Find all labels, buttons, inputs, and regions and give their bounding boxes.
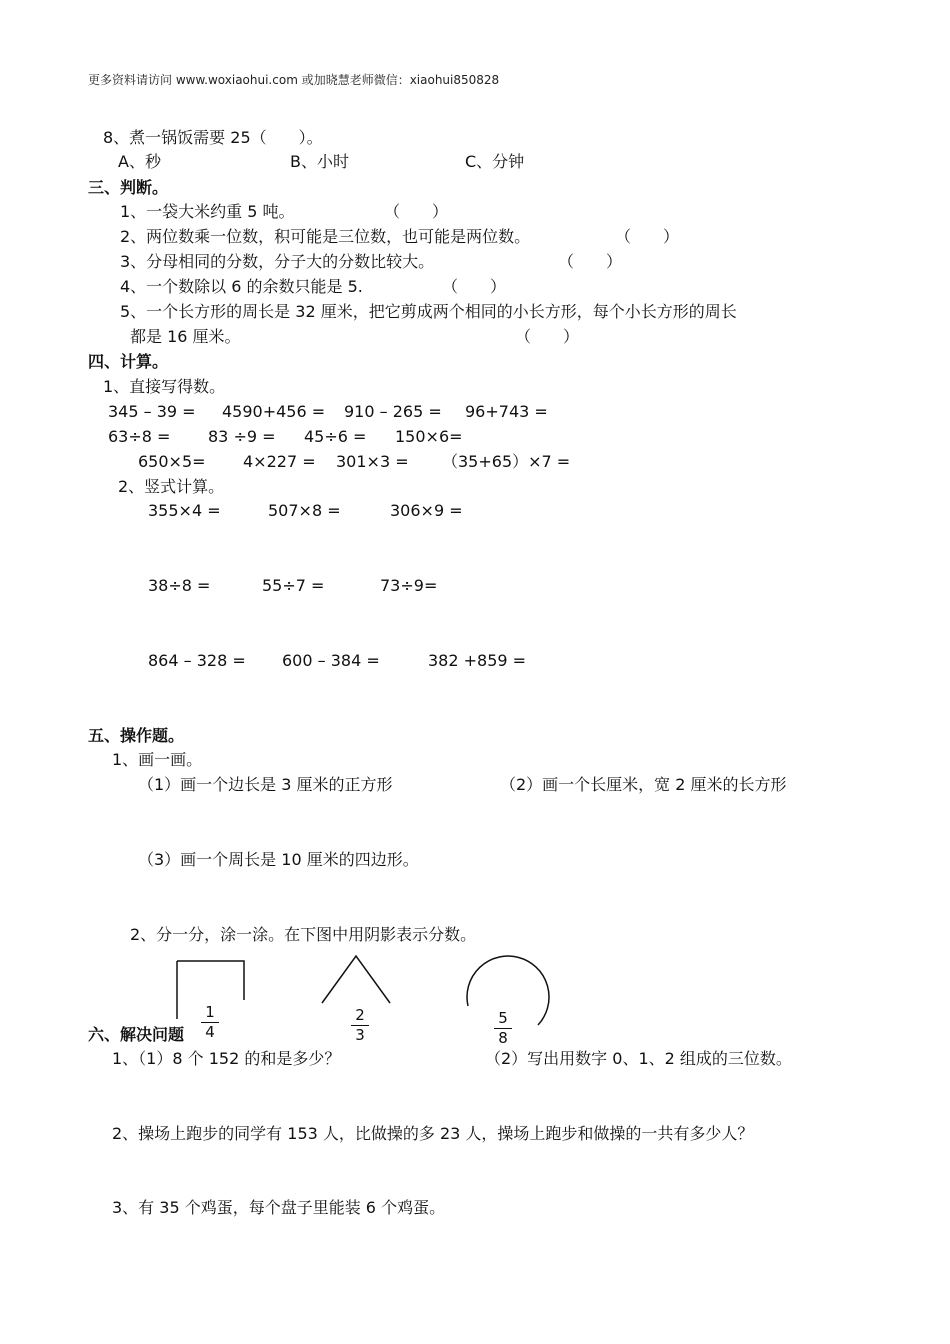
ops-p2: （2）画一个长厘米，宽 2 厘米的长方形 <box>500 775 787 794</box>
fraction-one-quarter <box>200 1004 220 1041</box>
q8-stem: 8、煮一锅饭需要 25（ ）。 <box>103 128 323 147</box>
calc-r2-3: 45÷6 = <box>304 427 367 446</box>
fraction-five-eighths <box>493 1010 513 1047</box>
judge-item-2: 2、两位数乘一位数，积可能是三位数，也可能是两位数。 <box>120 227 531 246</box>
calc-r1-1: 345 – 39 = <box>108 402 196 421</box>
judge-blank-1[interactable]: （ ） <box>384 202 449 221</box>
page-header: 更多资料请访问 www.woxiaohui.com 或加晓慧老师微信：xiaohui850828 <box>88 73 500 87</box>
solve-q2: 2、操场上跑步的同学有 153 人，比做操的多 23 人，操场上跑步和做操的一共有多少人？ <box>112 1124 754 1143</box>
section-ops-title: 五、操作题。 <box>88 726 185 745</box>
judge-item-5-cont: 都是 16 厘米。 <box>130 327 241 346</box>
calc-sub1: 1、直接写得数。 <box>103 377 226 396</box>
calc-v2-2: 55÷7 = <box>262 576 325 595</box>
section-calc-title: 四、计算。 <box>88 352 169 371</box>
calc-r2-1: 63÷8 = <box>108 427 171 446</box>
section-judge-title: 三、判断。 <box>88 178 169 197</box>
judge-item-5: 5、一个长方形的周长是 32 厘米，把它剪成两个相同的小长方形，每个小长方形的周长 <box>120 302 737 321</box>
fraction-numerator: 5 <box>498 1009 508 1027</box>
section-solve-title: 六、解决问题 <box>88 1025 185 1044</box>
judge-item-3: 3、分母相同的分数，分子大的分数比较大。 <box>120 252 435 271</box>
calc-v1-1: 355×4 = <box>148 501 221 520</box>
fraction-numerator: 2 <box>355 1006 365 1024</box>
ops-p1: （1）画一个边长是 3 厘米的正方形 <box>138 775 393 794</box>
calc-v3-2: 600 – 384 = <box>282 651 380 670</box>
ops-p3: （3）画一个周长是 10 厘米的四边形。 <box>138 850 419 869</box>
calc-r1-2: 4590+456 = <box>222 402 326 421</box>
calc-sub2: 2、竖式计算。 <box>118 477 225 496</box>
calc-r1-4: 96+743 = <box>465 402 548 421</box>
calc-r3-1: 650×5= <box>138 452 206 471</box>
fraction-numerator: 1 <box>205 1003 215 1021</box>
judge-item-1: 1、一袋大米约重 5 吨。 <box>120 202 295 221</box>
triangle-shape <box>322 956 390 1003</box>
fraction-denominator: 4 <box>205 1023 215 1041</box>
calc-v3-3: 382 +859 = <box>428 651 527 670</box>
judge-blank-2[interactable]: （ ） <box>615 227 680 246</box>
calc-v1-2: 507×8 = <box>268 501 341 520</box>
judge-item-4: 4、一个数除以 6 的余数只能是 5. <box>120 277 363 296</box>
q8-option-c: C、分钟 <box>465 152 525 171</box>
calc-v3-1: 864 – 328 = <box>148 651 246 670</box>
fraction-denominator: 8 <box>498 1029 508 1047</box>
judge-blank-5[interactable]: （ ） <box>515 327 580 346</box>
calc-v2-3: 73÷9= <box>380 576 438 595</box>
solve-q1a: 1、（1）8 个 152 的和是多少？ <box>112 1049 341 1068</box>
calc-r3-2: 4×227 = <box>243 452 316 471</box>
q8-option-a: A、秒 <box>118 152 161 171</box>
solve-q3: 3、有 35 个鸡蛋，每个盘子里能装 6 个鸡蛋。 <box>112 1198 446 1217</box>
ops-sub1: 1、画一画。 <box>112 750 203 769</box>
q8-option-b: B、小时 <box>290 152 349 171</box>
fraction-denominator: 3 <box>355 1026 365 1044</box>
calc-r1-3: 910 – 265 = <box>344 402 442 421</box>
calc-v2-1: 38÷8 = <box>148 576 211 595</box>
judge-blank-4[interactable]: （ ） <box>442 277 507 296</box>
calc-r3-4: （35+65）×7 = <box>442 452 571 471</box>
calc-r3-3: 301×3 = <box>336 452 409 471</box>
fraction-two-thirds <box>350 1007 370 1044</box>
solve-q1b: （2）写出用数字 0、1、2 组成的三位数。 <box>485 1049 792 1068</box>
calc-v1-3: 306×9 = <box>390 501 463 520</box>
ops-sub2: 2、分一分，涂一涂。在下图中用阴影表示分数。 <box>130 925 477 944</box>
judge-blank-3[interactable]: （ ） <box>558 252 623 271</box>
calc-r2-4: 150×6= <box>395 427 463 446</box>
calc-r2-2: 83 ÷9 = <box>208 427 276 446</box>
